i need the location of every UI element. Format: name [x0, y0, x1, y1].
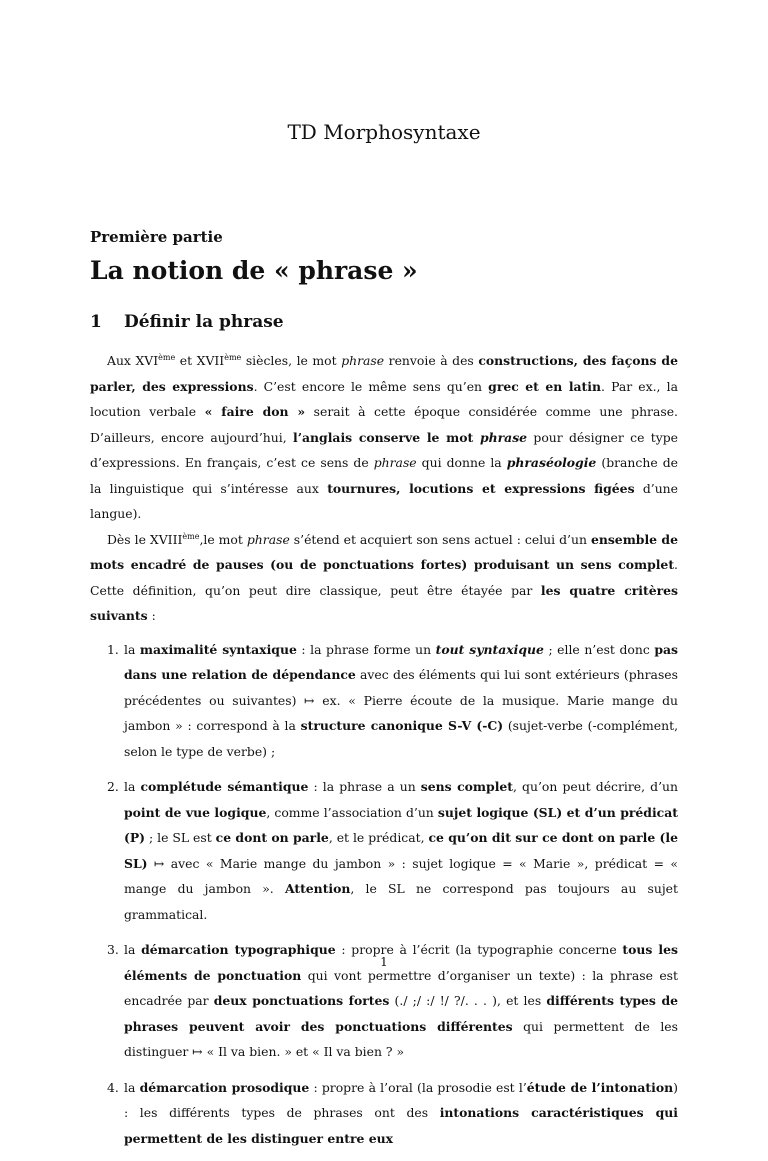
text-run: phrase	[246, 531, 290, 547]
text-run: démarcation typographique	[141, 942, 336, 957]
text-run: différents types de phrases peuvent avoir des ponctuations différentes	[124, 993, 678, 1034]
text-run: deux ponctuations fortes	[213, 993, 390, 1008]
text-run: Attention	[284, 881, 351, 896]
text-run: structure canonique S-V (-C)	[300, 718, 504, 733]
text-run: (branche de la linguistique qui s’intéresse aux	[90, 455, 678, 496]
text-run: ,le mot	[199, 531, 247, 547]
text-run: grec et en latin	[488, 378, 601, 394]
list-item-number: 3.	[107, 942, 119, 957]
text-run: ↦ avec « Marie mange du jambon » : sujet logique = « Marie », prédicat = « mange du jambon ».	[124, 855, 678, 896]
text-run: ; le SL est	[145, 830, 216, 845]
text-run: la	[124, 942, 142, 957]
text-run: , le SL ne correspond pas toujours au sujet grammatical.	[124, 881, 678, 922]
text-run: constructions, des façons de parler, des expressions	[90, 353, 678, 394]
text-run: et XVII	[175, 353, 225, 368]
text-run: . C’est encore le même sens qu’en	[253, 378, 489, 394]
text-run: : propre à l’oral (la prosodie est l’	[309, 1079, 527, 1095]
text-run: ce dont on parle	[215, 830, 329, 845]
list-item	[107, 774, 678, 927]
text-run: intonations caractéristiques qui permettent de les distinguer entre eux	[124, 1105, 678, 1146]
text-run: la	[124, 779, 141, 794]
page-number: 1	[380, 955, 388, 969]
text-run: pas dans une relation de dépendance	[124, 641, 679, 682]
text-run: (./ ;/ :/ !/ ?/. . . ), et les	[389, 993, 547, 1008]
chapter-heading: La notion de « phrase »	[90, 256, 418, 285]
text-run: . Cette définition, qu’on peut dire classique, peut être étayée par	[90, 557, 678, 598]
text-run: serait à cette époque considérée comme une phrase. D’ailleurs, encore aujourd’hui,	[90, 404, 678, 445]
text-run: (sujet-verbe (-complément, selon le type de verbe) ;	[124, 718, 679, 759]
text-run: ème	[182, 531, 200, 541]
text-run: : propre à l’écrit (la typographie concerne	[335, 942, 623, 957]
text-run: ensemble de mots encadré de pauses (ou de ponctuations fortes) produisant un sens complet	[90, 531, 678, 572]
list-item-text	[124, 1080, 678, 1146]
text-run: qui permettent de les distinguer ↦ « Il va bien. » et « Il va bien ? »	[124, 1018, 678, 1059]
text-run: ème	[224, 352, 242, 362]
section-heading	[90, 312, 284, 332]
text-run: :	[147, 608, 156, 623]
text-run: démarcation prosodique	[139, 1079, 310, 1095]
text-run: maximalité syntaxique	[139, 641, 297, 657]
text-run: la	[124, 1079, 140, 1095]
body-text	[90, 348, 678, 1161]
text-run: phrase	[479, 429, 528, 445]
text-run: s’étend et acquiert son sens actuel : celui d’un	[289, 531, 591, 547]
text-run: la	[124, 641, 140, 657]
criteria-list	[90, 637, 678, 1152]
paragraph	[90, 527, 678, 629]
text-run: : la phrase a un	[308, 779, 421, 794]
text-run: tous les éléments de ponctuation	[124, 942, 679, 983]
list-item-text	[124, 642, 678, 759]
text-run: sens complet	[420, 779, 514, 794]
section-number: 1	[90, 312, 102, 332]
text-run: ème	[158, 352, 176, 362]
text-run: pour désigner ce type d’expressions. En français, c’est ce sens de	[90, 429, 678, 470]
section-title: Définir la phrase	[124, 312, 284, 332]
text-run: tournures, locutions et expressions figées	[327, 480, 635, 496]
text-run: point de vue logique	[124, 804, 267, 820]
text-run: qui vont permettre d’organiser un texte) : la phrase est encadrée par	[124, 967, 678, 1008]
text-run: siècles, le mot	[241, 353, 342, 368]
part-heading: Première partie	[90, 228, 223, 246]
list-item	[107, 637, 678, 765]
text-run: : la phrase forme un	[296, 641, 436, 657]
text-run: l’anglais conserve le mot	[292, 429, 480, 445]
text-run: « faire don »	[204, 404, 306, 419]
list-item-number: 2.	[107, 779, 119, 794]
list-item-text	[124, 779, 678, 922]
text-run: Aux XVI	[107, 353, 159, 368]
text-run: renvoie à des	[384, 353, 479, 368]
text-run: , comme l’association d’un	[266, 804, 438, 820]
text-run: . Par ex., la locution verbale	[90, 378, 678, 419]
text-run: , qu’on peut décrire, d’un	[513, 779, 678, 794]
text-run: les quatre critères suivants	[90, 582, 678, 623]
text-run: d’une langue).	[90, 480, 678, 521]
document-title: TD Morphosyntaxe	[287, 120, 481, 144]
paragraph	[90, 348, 678, 527]
list-item-number: 1.	[107, 641, 119, 657]
text-run: qui donne la	[416, 455, 507, 470]
text-run: tout syntaxique	[435, 641, 544, 657]
text-run: ce qu’on dit sur ce dont on parle (le SL)	[124, 830, 678, 871]
list-item	[107, 1075, 678, 1152]
text-run: complétude sémantique	[140, 779, 309, 794]
text-run: phrase	[341, 353, 385, 368]
text-run: phraséologie	[506, 455, 597, 470]
text-run: étude de l’intonation	[526, 1079, 674, 1095]
text-run: ) : les différents types de phrases ont des	[124, 1079, 678, 1120]
text-run: , et le prédicat,	[328, 830, 429, 845]
list-item-number: 4.	[107, 1079, 119, 1095]
text-run: ; elle n’est donc	[543, 641, 655, 657]
text-run: phrase	[373, 455, 417, 470]
text-run: avec des éléments qui lui sont extérieurs (phrases précédentes ou suivantes) ↦ ex. « Pierre écoute de la musique. Marie mange du jambon » : correspond à la	[124, 667, 678, 733]
text-run: Dès le XVIII	[107, 531, 183, 547]
text-run: sujet logique (SL) et d’un prédicat (P)	[124, 804, 678, 845]
